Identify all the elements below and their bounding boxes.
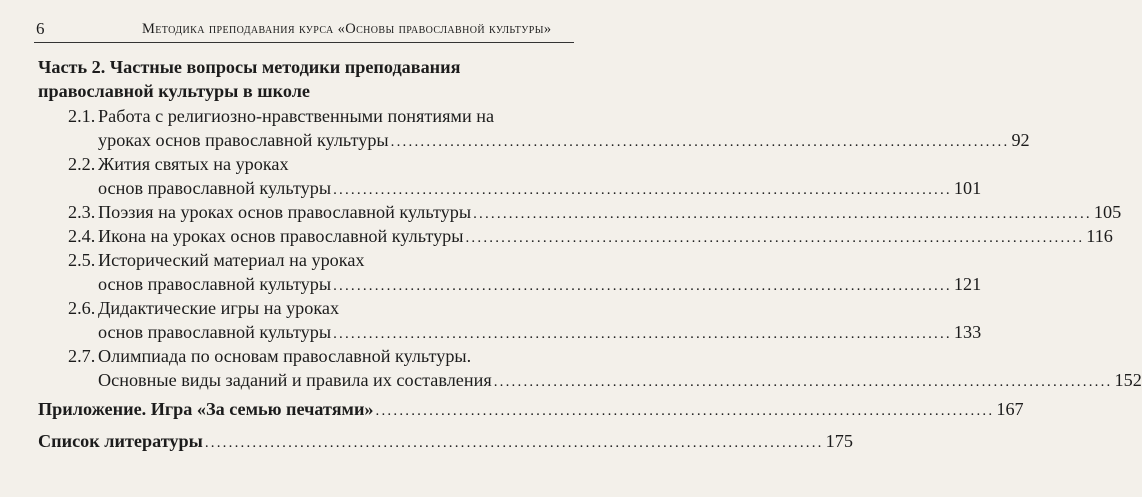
- part-title-line-2: православной культуры в школе: [38, 81, 311, 102]
- entry-title: Жития святых на уроках: [98, 154, 289, 174]
- running-title: Методика преподавания курса «Основы православной культуры»: [142, 21, 552, 37]
- toc-entry-2-7-line-1: [68, 344, 471, 368]
- entry-page: 105: [1093, 202, 1122, 222]
- entry-title-continued: основ православной культуры: [98, 178, 332, 198]
- leader-dots: ........................................................................................................: [375, 403, 995, 419]
- entry-number: 2.6.: [68, 298, 96, 318]
- entry-page: 152: [1114, 370, 1142, 390]
- entry-number: 2.7.: [68, 346, 96, 366]
- entry-page: 92: [1011, 130, 1030, 150]
- entry-title-continued: уроках основ православной культуры: [98, 130, 389, 150]
- leader-dots: ........................................................................................................: [465, 230, 1085, 246]
- appendix-page: 167: [996, 399, 1024, 419]
- toc-appendix: [38, 397, 1024, 423]
- entry-title: Работа с религиозно-нравственными понятиями на: [98, 106, 495, 126]
- toc-entry-2-7-line-2: [98, 368, 1142, 394]
- entry-title-continued: основ православной культуры: [98, 322, 332, 342]
- leader-dots: ........................................................................................................: [333, 182, 952, 198]
- entry-page: 133: [953, 322, 982, 342]
- toc-entry-2-1-line-2: [98, 128, 1030, 154]
- entry-page: 121: [953, 274, 982, 294]
- references-title: Список литературы: [38, 431, 203, 451]
- entry-page: 116: [1086, 226, 1113, 246]
- entry-title-continued: Основные виды заданий и правила их составления: [98, 370, 492, 390]
- toc-entry-2-5-line-1: [68, 248, 364, 272]
- entry-title: Исторический материал на уроках: [98, 250, 365, 270]
- leader-dots: ........................................................................................................: [390, 134, 1010, 150]
- page-header: [34, 16, 574, 43]
- leader-dots: ........................................................................................................: [493, 374, 1113, 390]
- leader-dots: ........................................................................................................: [204, 435, 824, 451]
- entry-title: Дидактические игры на уроках: [98, 298, 340, 318]
- toc-entry-2-6-line-1: [68, 296, 339, 320]
- toc-entry-2-5-line-2: [98, 272, 982, 298]
- leader-dots: ........................................................................................................: [333, 326, 952, 342]
- toc-entry-2-2-line-1: [68, 152, 289, 176]
- entry-number: 2.4.: [68, 226, 96, 246]
- leader-dots: ........................................................................................................: [473, 206, 1092, 222]
- toc-entry-2-4: [68, 224, 1113, 250]
- entry-title-continued: основ православной культуры: [98, 274, 332, 294]
- leader-dots: ........................................................................................................: [333, 278, 952, 294]
- entry-number: 2.3.: [68, 202, 96, 222]
- toc-entry-2-6-line-2: [98, 320, 982, 346]
- entry-title: Поэзия на уроках основ православной культуры: [98, 202, 472, 222]
- toc-entry-2-2-line-2: [98, 176, 982, 202]
- page-number: 6: [36, 19, 45, 38]
- toc-entry-2-3: [68, 200, 1122, 226]
- entry-number: 2.1.: [68, 106, 96, 126]
- toc-references: [38, 429, 853, 455]
- part-title-line-1: Часть 2. Частные вопросы методики преподавания: [38, 57, 461, 77]
- entry-page: 101: [953, 178, 982, 198]
- entry-number: 2.5.: [68, 250, 96, 270]
- appendix-title: Приложение. Игра «За семью печатями»: [38, 399, 374, 419]
- part-title: [38, 55, 508, 104]
- entry-title: Икона на уроках основ православной культуры: [98, 226, 464, 246]
- entry-number: 2.2.: [68, 154, 96, 174]
- toc-entry-2-1-line-1: [68, 104, 494, 128]
- entry-title: Олимпиада по основам православной культуры.: [98, 346, 472, 366]
- references-page: 175: [825, 431, 853, 451]
